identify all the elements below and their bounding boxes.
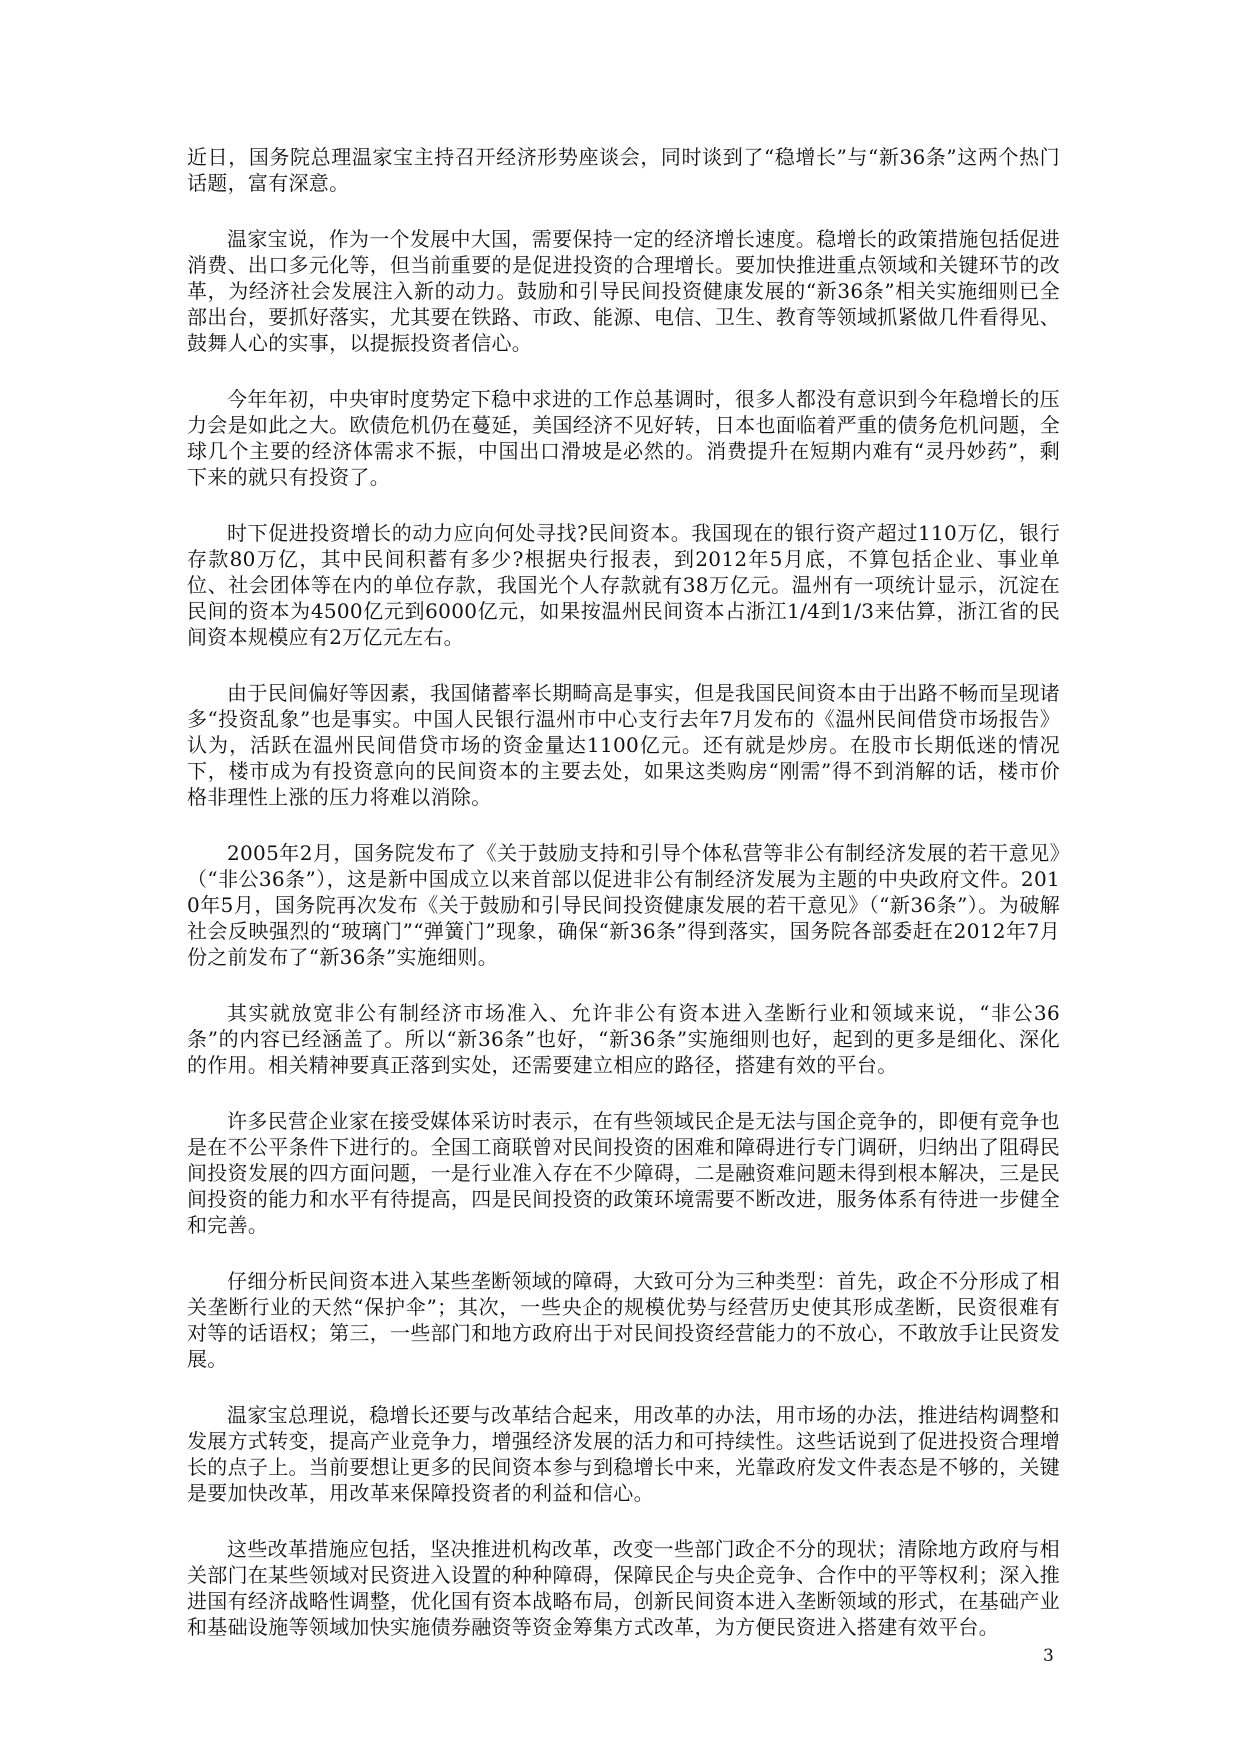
paragraph: 温家宝说，作为一个发展中大国，需要保持一定的经济增长速度。稳增长的政策措施包括促进消费、出口多元化等，但当前重要的是促进投资的合理增长。要加快推进重点领域和关键环节的改革，为经济社会发展注入新的动力。鼓励和引导民间投资健康发展的“新36条”相关实施细则已全部出台，要抓好落实，尤其要在铁路、市政、能源、电信、卫生、教育等领域抓紧做几件看得见、鼓舞人心的实事，以提振投资者信心。 xyxy=(187,227,1060,355)
article-body xyxy=(187,144,1060,1670)
paragraph: 温家宝总理说，稳增长还要与改革结合起来，用改革的办法，用市场的办法，推进结构调整和发展方式转变，提高产业竞争力，增强经济发展的活力和可持续性。这些话说到了促进投资合理增长的点子上。当前要想让更多的民间资本参与到稳增长中来，光靠政府发文件表态是不够的，关键是要加快改革，用改革来保障投资者的利益和信心。 xyxy=(187,1403,1060,1505)
paragraph: 2005年2月，国务院发布了《关于鼓励支持和引导个体私营等非公有制经济发展的若干意见》（“非公36条”），这是新中国成立以来首部以促进非公有制经济发展为主题的中央政府文件。2010年5月，国务院再次发布《关于鼓励和引导民间投资健康发展的若干意见》（“新36条”）。为破解社会反映强烈的“玻璃门”“弹簧门”现象，确保“新36条”得到落实，国务院各部委赶在2012年7月份之前发布了“新36条”实施细则。 xyxy=(187,841,1060,969)
paragraph: 今年年初，中央审时度势定下稳中求进的工作总基调时，很多人都没有意识到今年稳增长的压力会是如此之大。欧债危机仍在蔓延，美国经济不见好转，日本也面临着严重的债务危机问题，全球几个主要的经济体需求不振，中国出口滑坡是必然的。消费提升在短期内难有“灵丹妙药”，剩下来的就只有投资了。 xyxy=(187,387,1060,489)
paragraph: 时下促进投资增长的动力应向何处寻找?民间资本。我国现在的银行资产超过110万亿，银行存款80万亿，其中民间积蓄有多少?根据央行报表，到2012年5月底，不算包括企业、事业单位、社会团体等在内的单位存款，我国光个人存款就有38万亿元。温州有一项统计显示，沉淀在民间的资本为4500亿元到6000亿元，如果按温州民间资本占浙江1/4到1/3来估算，浙江省的民间资本规模应有2万亿元左右。 xyxy=(187,521,1060,649)
paragraph-intro: 近日，国务院总理温家宝主持召开经济形势座谈会，同时谈到了“稳增长”与“新36条”这两个热门话题，富有深意。 xyxy=(187,145,1060,195)
paragraph: 许多民营企业家在接受媒体采访时表示，在有些领域民企是无法与国企竞争的，即便有竞争也是在不公平条件下进行的。全国工商联曾对民间投资的困难和障碍进行专门调研，归纳出了阻碍民间投资发展的四方面问题，一是行业准入存在不少障碍，二是融资难问题未得到根本解决，三是民间投资的能力和水平有待提高，四是民间投资的政策环境需要不断改进，服务体系有待进一步健全和完善。 xyxy=(187,1109,1060,1237)
paragraph: 其实就放宽非公有制经济市场准入、允许非公有资本进入垄断行业和领域来说，“非公36条”的内容已经涵盖了。所以“新36条”也好，“新36条”实施细则也好，起到的更多是细化、深化的作用。相关精神要真正落到实处，还需要建立相应的路径，搭建有效的平台。 xyxy=(187,1001,1060,1077)
paragraph: 仔细分析民间资本进入某些垄断领域的障碍，大致可分为三种类型：首先，政企不分形成了相关垄断行业的天然“保护伞”；其次，一些央企的规模优势与经营历史使其形成垄断，民资很难有对等的话语权；第三，一些部门和地方政府出于对民间投资经营能力的不放心，不敢放手让民资发展。 xyxy=(187,1269,1060,1371)
paragraph: 这些改革措施应包括，坚决推进机构改革，改变一些部门政企不分的现状；清除地方政府与相关部门在某些领域对民资进入设置的种种障碍，保障民企与央企竞争、合作中的平等权利；深入推进国有经济战略性调整，优化国有资本战略布局，创新民间资本进入垄断领域的形式，在基础产业和基础设施等领域加快实施债券融资等资金筹集方式改革，为方便民资进入搭建有效平台。 xyxy=(187,1537,1060,1639)
paragraph: 由于民间偏好等因素，我国储蓄率长期畸高是事实，但是我国民间资本由于出路不畅而呈现诸多“投资乱象”也是事实。中国人民银行温州市中心支行去年7月发布的《温州民间借贷市场报告》认为，活跃在温州民间借贷市场的资金量达1100亿元。还有就是炒房。在股市长期低迷的情况下，楼市成为有投资意向的民间资本的主要去处，如果这类购房“刚需”得不到消解的话，楼市价格非理性上涨的压力将难以消除。 xyxy=(187,681,1060,809)
page-number: 3 xyxy=(1043,1646,1054,1666)
